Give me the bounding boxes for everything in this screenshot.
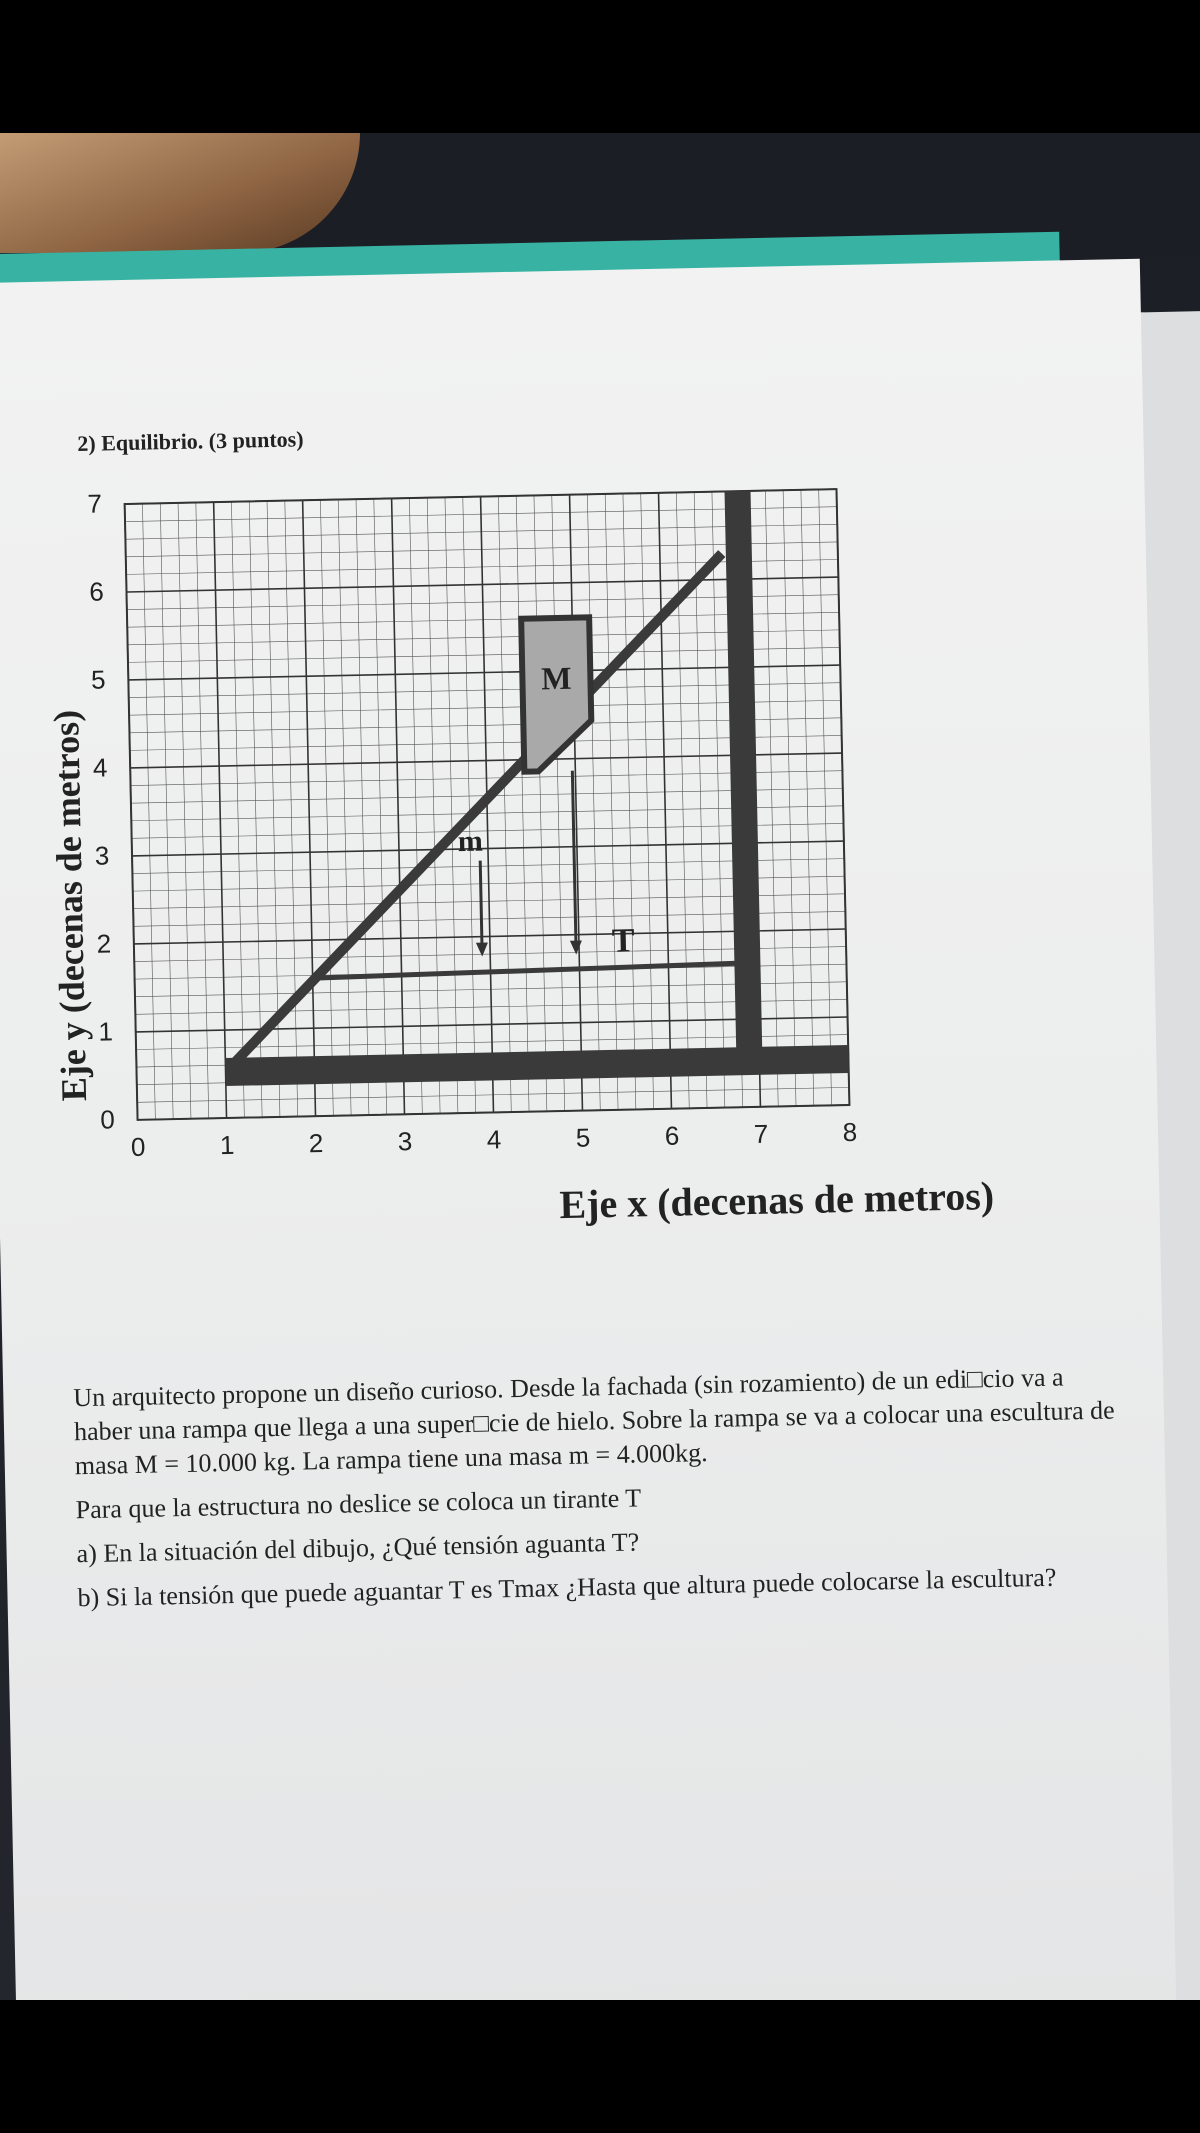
sculpture-label: M xyxy=(540,659,572,697)
ramp-weight-arrow xyxy=(480,861,482,951)
x-tick-label: 2 xyxy=(308,1128,324,1159)
grid-line xyxy=(409,498,422,1114)
x-tick-labels xyxy=(131,1117,858,1162)
grid-line xyxy=(570,495,583,1111)
grid-line xyxy=(552,495,565,1111)
grid-line xyxy=(303,500,316,1116)
desk-edge xyxy=(0,133,360,253)
ramp-mass-label: m xyxy=(457,824,484,859)
y-tick-label: 4 xyxy=(92,752,108,783)
y-tick-label: 7 xyxy=(87,488,103,519)
grid-line xyxy=(427,498,440,1114)
grid-line xyxy=(160,503,173,1119)
grid-line xyxy=(712,492,725,1108)
question-heading: 2) Equilibrio. (3 puntos) xyxy=(77,426,304,456)
grid-line xyxy=(605,494,618,1110)
x-tick-label: 5 xyxy=(575,1122,591,1153)
x-axis-label: Eje x (decenas de metros) xyxy=(558,1172,995,1228)
grid-line xyxy=(142,504,155,1120)
paragraph-intro: Un arquitecto propone un diseño curioso. Desde la fachada (sin rozamiento) de un edi□cio va a haber una rampa que llega a una super□cie de hielo. Sobre la rampa se va a colocar una escultura de masa M = 10.000 kg. La rampa tiene una masa m = 4.000kg. xyxy=(73,1362,1115,1481)
x-tick-label: 6 xyxy=(664,1120,680,1151)
grid-line xyxy=(374,499,387,1115)
grid-line xyxy=(765,491,778,1107)
grid-line xyxy=(534,495,547,1111)
x-tick-label: 1 xyxy=(219,1129,235,1161)
y-tick-label: 5 xyxy=(90,664,106,695)
x-tick-label: 0 xyxy=(130,1131,146,1163)
problem-statement xyxy=(73,1359,1128,1625)
grid-line xyxy=(801,490,814,1106)
y-axis-label: Eje y (decenas de metros) xyxy=(45,709,95,1102)
y-tick-label: 2 xyxy=(96,928,112,959)
grid-line xyxy=(214,502,227,1118)
grid-line xyxy=(641,493,654,1109)
exam-sheet xyxy=(0,259,1177,2000)
grid-line xyxy=(320,500,333,1116)
grid-line xyxy=(463,497,476,1113)
building-wall xyxy=(725,491,763,1051)
x-tick-label: 7 xyxy=(753,1118,769,1149)
x-tick-label: 8 xyxy=(842,1116,858,1148)
grid-line xyxy=(196,503,209,1119)
grid-line xyxy=(178,503,191,1119)
ice-floor xyxy=(225,1045,848,1086)
ramp-diagram xyxy=(14,461,1029,1202)
x-tick-label: 4 xyxy=(486,1124,502,1155)
grid-line xyxy=(623,494,636,1110)
grid-line xyxy=(783,490,796,1106)
tie-rod xyxy=(315,963,737,978)
question-b: b) Si la tensión que puede aguantar T es Tmax ¿Hasta que altura puede colocarse la escultura? xyxy=(77,1562,1057,1613)
question-a: a) En la situación del dibujo, ¿Qué tensión aguanta T? xyxy=(76,1527,640,1569)
y-tick-label: 0 xyxy=(99,1104,116,1135)
grid-line xyxy=(445,497,458,1113)
grid-line xyxy=(392,498,405,1114)
grid-line xyxy=(659,493,672,1109)
x-tick-label: 3 xyxy=(397,1126,413,1157)
tension-label: T xyxy=(611,922,635,960)
grid-line xyxy=(285,501,298,1117)
photo-background xyxy=(0,133,1200,2000)
y-tick-label: 3 xyxy=(94,840,110,871)
grid-line xyxy=(356,499,369,1115)
y-tick-label: 6 xyxy=(88,576,105,607)
grid-line xyxy=(231,502,244,1118)
y-tick-label: 1 xyxy=(98,1016,114,1047)
grid-line xyxy=(338,500,351,1116)
grid-line xyxy=(587,494,600,1110)
grid-line xyxy=(819,489,832,1105)
grid-line xyxy=(516,496,529,1112)
grid-line xyxy=(498,496,511,1112)
paragraph-tirante: Para que la estructura no deslice se coloca un tirante T xyxy=(75,1483,642,1525)
grid-line xyxy=(249,501,262,1117)
ramp-figure xyxy=(14,461,1029,1207)
